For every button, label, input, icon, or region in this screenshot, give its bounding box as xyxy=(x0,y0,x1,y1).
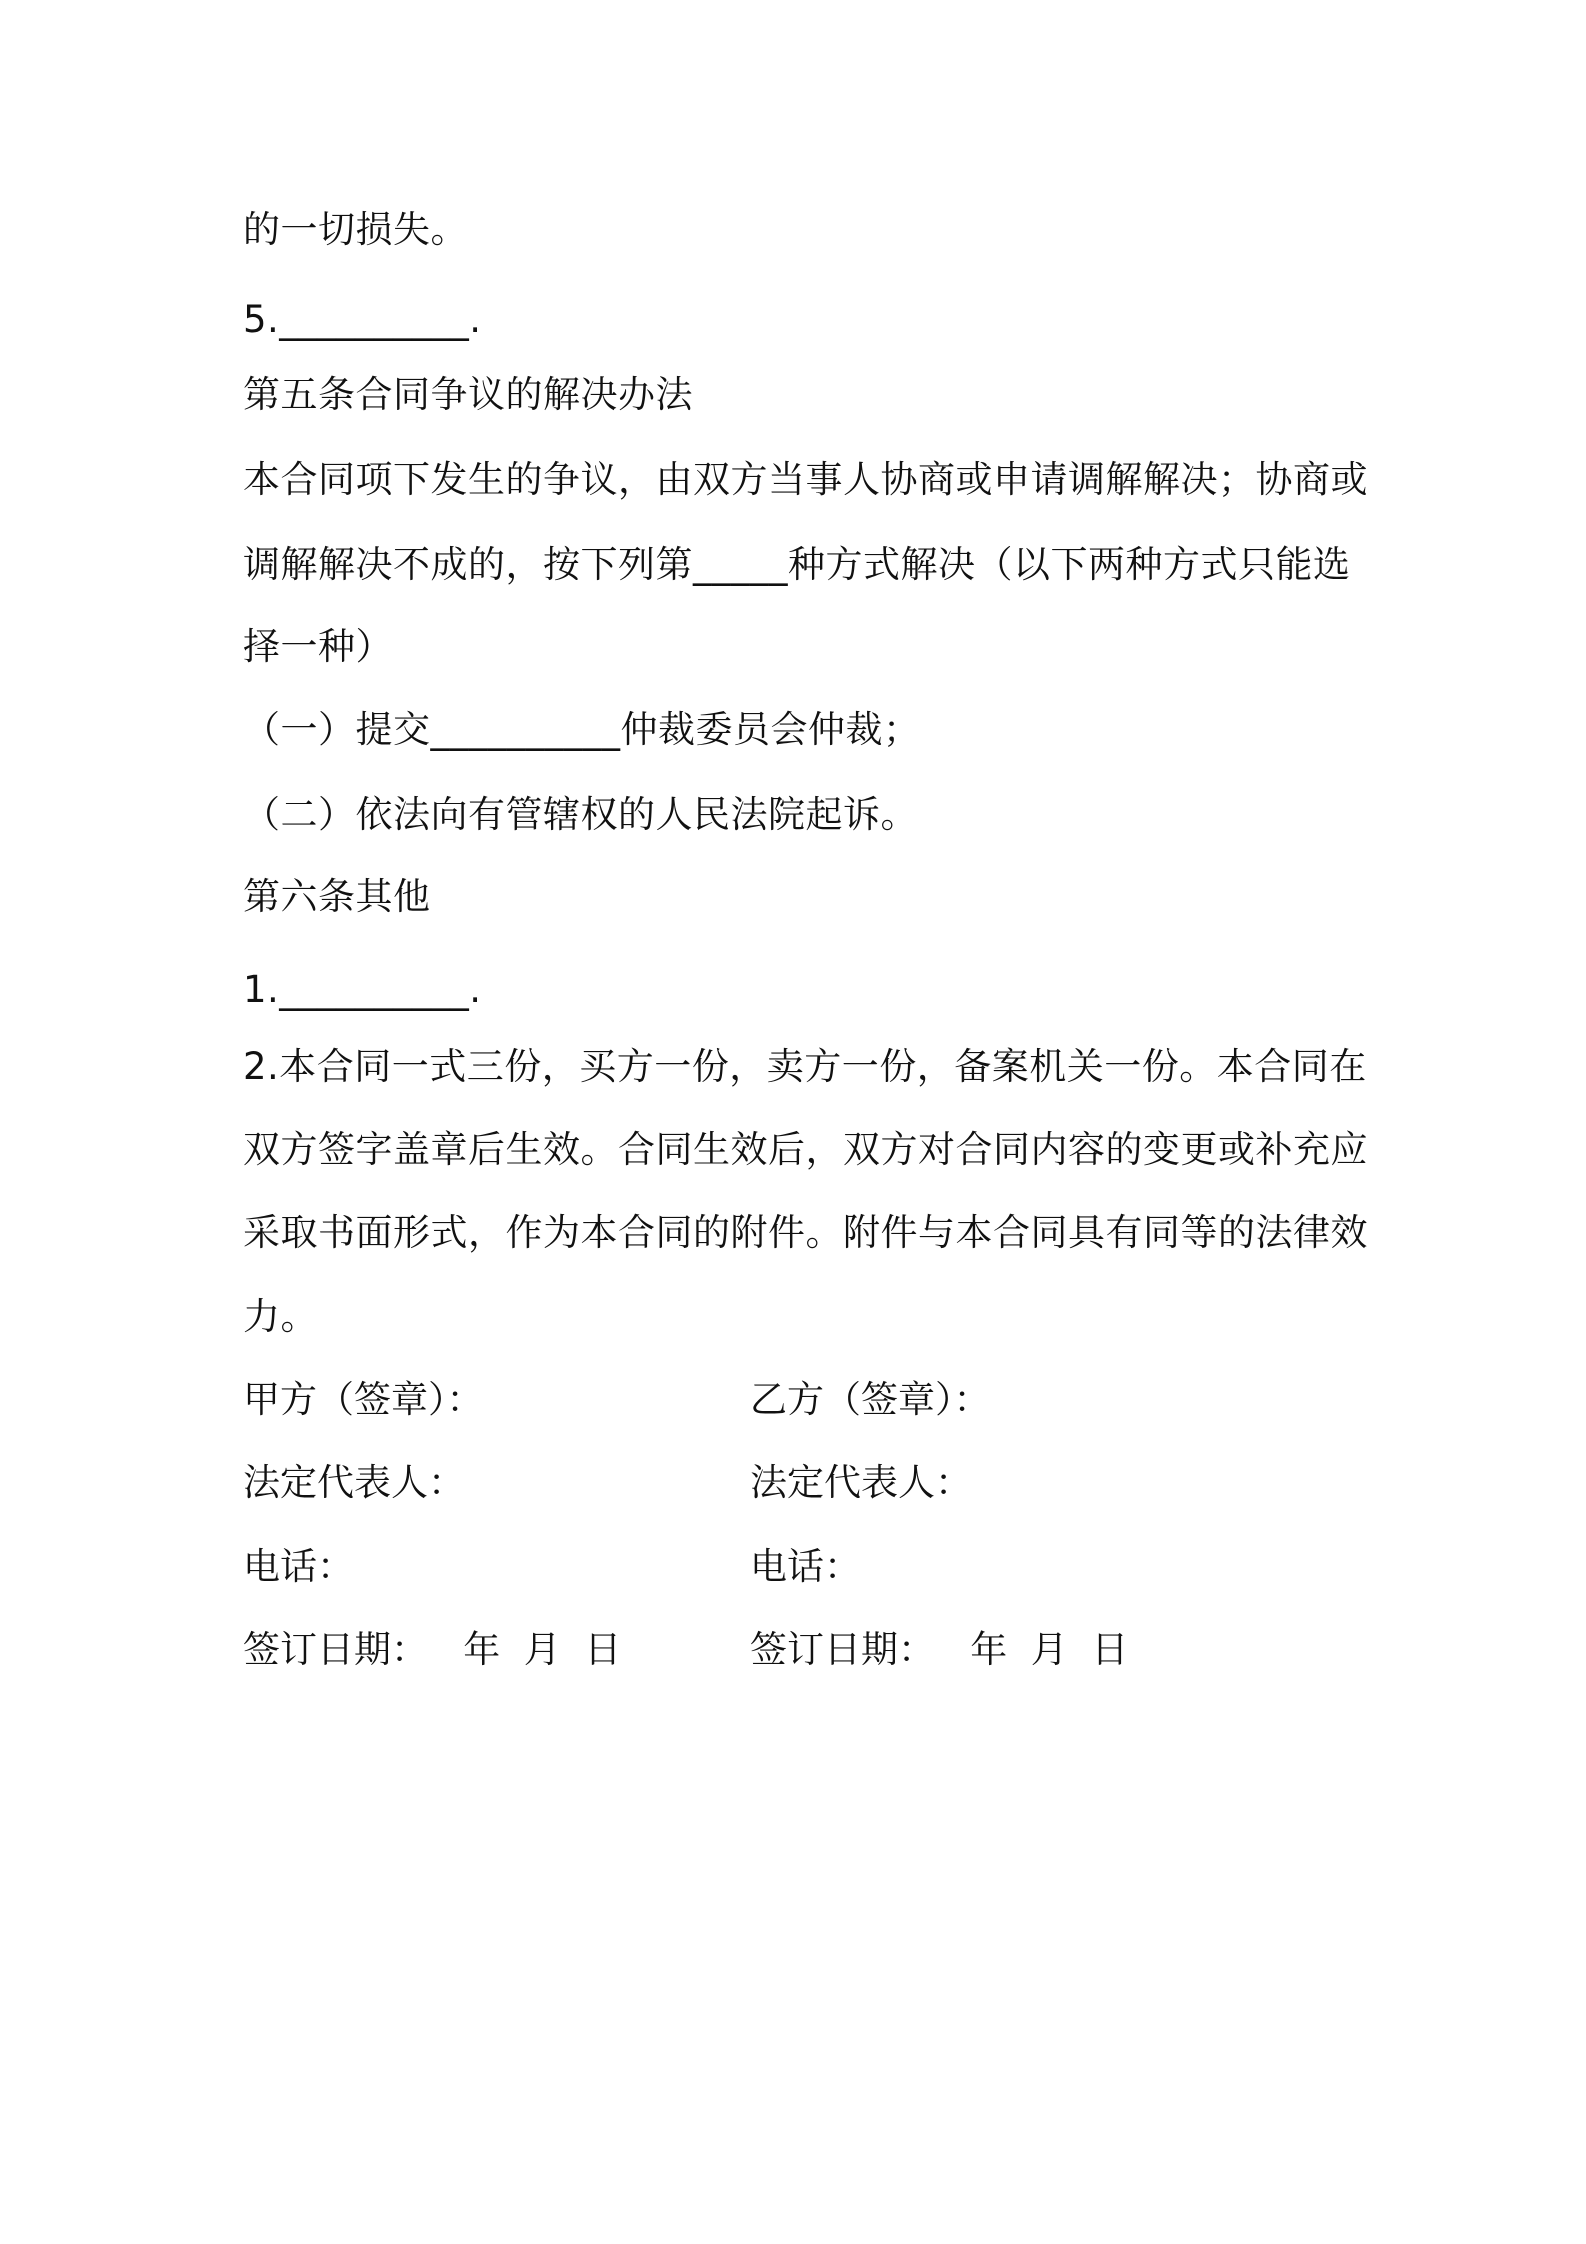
party-a-phone-label: 电话： xyxy=(243,1545,354,1588)
party-a-date-label: 签订日期： 年 月 日 xyxy=(243,1628,622,1671)
signature-row-seal xyxy=(243,1375,1363,1425)
article-6-item-2-line-3: 采取书面形式，作为本合同的附件。附件与本合同具有同等的法律效 xyxy=(243,1211,1368,1254)
article-5-heading: 第五条合同争议的解决办法 xyxy=(243,373,693,416)
article-5-text-line-3: 择一种） xyxy=(243,625,393,668)
article-6-item-2-line-4: 力。 xyxy=(243,1295,318,1338)
clause-item-5: 5.__________. xyxy=(243,298,482,341)
party-b-representative-label: 法定代表人： xyxy=(750,1461,972,1504)
party-a-seal-label: 甲方（签章）： xyxy=(243,1378,484,1421)
article-6-item-2-line-2: 双方签字盖章后生效。合同生效后，双方对合同内容的变更或补充应 xyxy=(243,1128,1368,1171)
party-b-phone-label: 电话： xyxy=(750,1545,861,1588)
article-6-item-2-line-1: 2.本合同一式三份，买方一份，卖方一份，备案机关一份。本合同在 xyxy=(243,1045,1367,1088)
article-6-heading: 第六条其他 xyxy=(243,875,431,918)
article-5-text-line-2: 调解解决不成的，按下列第_____种方式解决（以下两种方式只能选 xyxy=(243,543,1351,586)
signature-row-phone xyxy=(243,1542,1363,1592)
dispute-option-1: （一）提交__________仲裁委员会仲裁； xyxy=(243,708,921,751)
party-b-date-label: 签订日期： 年 月 日 xyxy=(750,1628,1129,1671)
article-6-item-1: 1.__________. xyxy=(243,968,482,1011)
party-a-representative-label: 法定代表人： xyxy=(243,1461,465,1504)
text-line-1: 的一切损失。 xyxy=(243,208,468,251)
signature-row-date xyxy=(243,1625,1363,1675)
article-5-text-line-1: 本合同项下发生的争议，由双方当事人协商或申请调解解决；协商或 xyxy=(243,458,1368,501)
signature-row-representative xyxy=(243,1458,1363,1508)
party-b-seal-label: 乙方（签章）： xyxy=(750,1378,991,1421)
dispute-option-2: （二）依法向有管辖权的人民法院起诉。 xyxy=(243,793,918,836)
